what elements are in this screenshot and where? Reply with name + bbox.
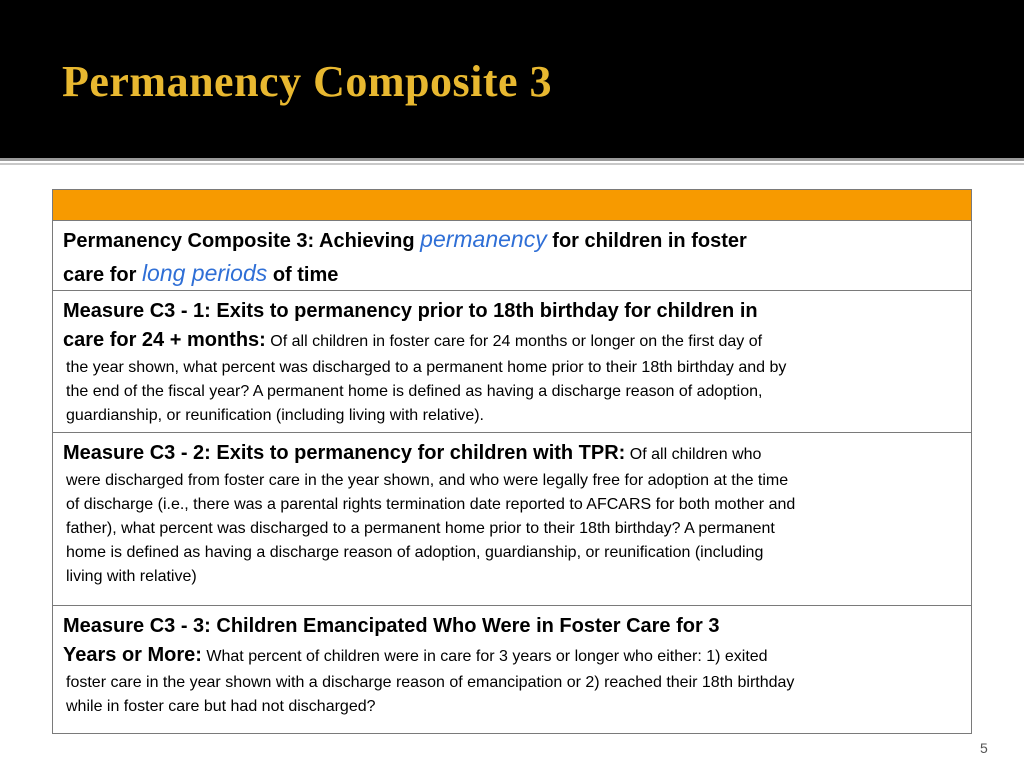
measure3-desc-line: while in foster care but had not discharged? <box>66 698 376 715</box>
composite-description-row <box>53 221 971 291</box>
measure3-desc-first: What percent of children were in care for 3 years or longer who either: 1) exited <box>206 648 768 665</box>
measure-c3-3-row <box>53 606 971 733</box>
measure-c3-1-row <box>53 291 971 433</box>
measure3-desc-line: foster care in the year shown with a discharge reason of emancipation or 2) reached their 18th birthday <box>66 674 795 691</box>
measure2-desc-line: home is defined as having a discharge reason of adoption, guardianship, or reunification (including <box>66 544 764 561</box>
composite-line2-prefix: care for <box>63 264 137 286</box>
title-bar <box>0 0 1024 158</box>
emphasis-long-periods: long periods <box>141 260 268 286</box>
divider-line <box>0 158 1024 161</box>
divider-line-secondary <box>0 163 1024 165</box>
measure2-desc-line: living with relative) <box>66 568 197 585</box>
emphasis-permanency: permanency <box>420 226 547 252</box>
measure2-desc-line: father), what percent was discharged to a permanent home prior to their 18th birthday? A permanent <box>66 520 775 537</box>
measure3-heading-line1: Measure C3 - 3: Children Emancipated Who Were in Foster Care for 3 <box>63 615 720 637</box>
measure2-heading: Measure C3 - 2: Exits to permanency for children with TPR: <box>63 442 626 464</box>
measure2-desc-first: Of all children who <box>629 446 762 463</box>
measure1-heading-line2: care for 24 + months: <box>63 329 266 351</box>
composite-prefix: Permanency Composite 3: Achieving <box>63 230 415 252</box>
measure2-desc-line: were discharged from foster care in the year shown, and who were legally free for adoption at the time <box>66 472 789 489</box>
measure1-desc-line: the year shown, what percent was discharged to a permanent home prior to their 18th birthday and by <box>66 359 787 376</box>
composite-table <box>52 189 972 734</box>
composite-mid: for children in foster <box>552 230 747 252</box>
table-header-bar <box>53 190 971 221</box>
measure3-heading-line2: Years or More: <box>63 644 202 666</box>
slide-title: Permanency Composite 3 <box>62 57 553 106</box>
measure2-desc-line: of discharge (i.e., there was a parental rights termination date reported to AFCARS for both mother and <box>66 496 796 513</box>
measure1-desc-line: the end of the fiscal year? A permanent home is defined as having a discharge reason of adoption, <box>66 383 763 400</box>
measure1-heading-line1: Measure C3 - 1: Exits to permanency prior to 18th birthday for children in <box>63 300 758 322</box>
measure1-desc-line: guardianship, or reunification (including living with relative). <box>66 407 484 424</box>
measure1-desc-first: Of all children in foster care for 24 months or longer on the first day of <box>270 333 763 350</box>
page-number: 5 <box>980 740 988 756</box>
measure-c3-2-row <box>53 433 971 606</box>
composite-suffix: of time <box>272 264 339 286</box>
